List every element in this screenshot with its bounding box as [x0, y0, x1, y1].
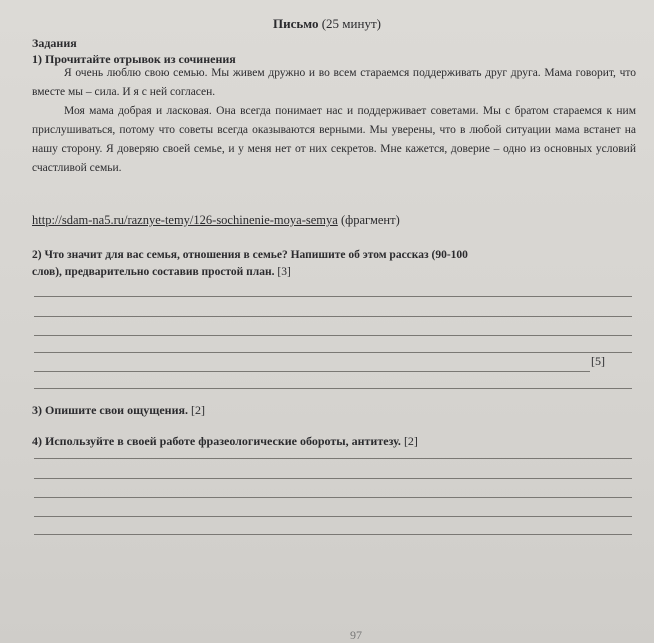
answer-line[interactable]: [34, 516, 632, 517]
answer-line[interactable]: [34, 458, 632, 459]
answer-line[interactable]: [34, 335, 632, 336]
essay-excerpt: [32, 64, 636, 178]
task1-label: 1) Прочитайте отрывок из сочинения: [32, 52, 236, 66]
source-note: (фрагмент): [340, 213, 400, 227]
essay-paragraph-2: Моя мама добрая и ласковая. Она всегда понимает нас и поддерживает советами. Мы с братом стараемся к ним прислушиваться, потому что советы всегда оказываются верными. Мы уверены, что в любой ситуации мама встанет на нашу сторону. Я доверяю своей семье, и у меня нет от них секретов. Мне кажется, доверие – одно из основных условий счастливой семьи.: [32, 105, 636, 174]
answer-line[interactable]: [34, 296, 632, 297]
task2-line2-text: слов), предварительно составив простой план.: [32, 266, 275, 278]
title-text: Письмо: [273, 16, 319, 31]
answer-line[interactable]: [34, 316, 632, 317]
task4-label: 4) Используйте в своей работе фразеологические обороты, антитезу.: [32, 434, 401, 448]
answer-line[interactable]: [34, 388, 632, 389]
page-number: 97: [350, 628, 362, 642]
task3-label: 3) Опишите свои ощущения.: [32, 403, 188, 417]
task2-total-score: [5]: [591, 354, 605, 368]
task3-line: [32, 403, 205, 417]
answer-line[interactable]: [34, 534, 632, 535]
title-time: (25 минут): [321, 16, 381, 31]
answer-line[interactable]: [34, 352, 632, 353]
source-link[interactable]: http://sdam-na5.ru/raznye-temy/126-sochinenie-moya-semya: [32, 213, 338, 227]
task4-score: [2]: [403, 434, 418, 448]
task2-line2: [32, 265, 291, 279]
task3-score: [2]: [190, 403, 205, 417]
task2-score: [3]: [277, 266, 291, 278]
task4-line: [32, 434, 418, 448]
answer-line[interactable]: [34, 371, 590, 372]
answer-line[interactable]: [34, 478, 632, 479]
answer-line[interactable]: [34, 497, 632, 498]
source-line: [32, 213, 400, 227]
essay-paragraph-1: Я очень люблю свою семью. Мы живем дружно и во всем стараемся поддерживать друг друга. Мама говорит, что вместе мы – сила. И я с ней согласен.: [32, 67, 636, 98]
tasks-heading: Задания: [32, 36, 77, 50]
task2-line1: 2) Что значит для вас семья, отношения в семье? Напишите об этом рассказ (90-100: [32, 249, 468, 261]
page-title: [0, 16, 654, 32]
